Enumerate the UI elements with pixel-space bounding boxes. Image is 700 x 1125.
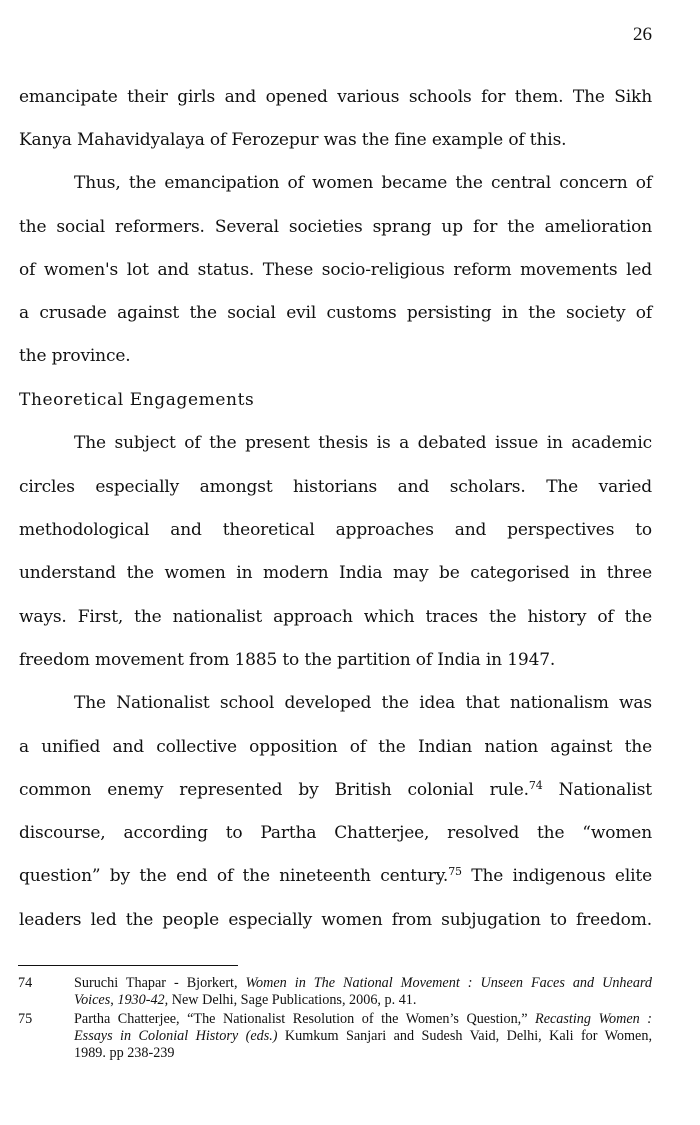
footnote-line [74, 1028, 652, 1045]
body-line: of women's lot and status. These socio-religious reform movements led [19, 260, 652, 280]
footnote-publication: Kumkum Sanjari and Sudesh Vaid, Delhi, Kali for Women, [277, 1028, 652, 1044]
footnote-sep: , [110, 992, 118, 1008]
footnote-title: Voices [74, 992, 111, 1008]
body-line: Thus, the emancipation of women became the central concern of [74, 173, 652, 193]
line-text: common enemy represented by British colonial rule. [19, 780, 529, 800]
footnote-ref-75[interactable]: 75 [448, 865, 462, 878]
line-text: Nationalist [558, 780, 652, 800]
footnote-number: 74 [18, 975, 33, 991]
body-line: a crusade against the social evil customs persisting in the society of [19, 303, 652, 323]
footnote-line [74, 1011, 652, 1028]
body-line: methodological and theoretical approaches and perspectives to [19, 520, 652, 540]
body-line: a unified and collective opposition of the Indian nation against the [19, 737, 652, 757]
body-line: The subject of the present thesis is a debated issue in academic [74, 433, 652, 453]
footnote-line [74, 975, 652, 992]
line-text: question” by the end of the nineteenth century. [19, 866, 449, 886]
body-line: the social reformers. Several societies sprang up for the amelioration [19, 217, 652, 237]
body-line: ways. First, the nationalist approach which traces the history of the [19, 607, 652, 627]
section-heading: Theoretical Engagements [19, 390, 255, 410]
footnote-author: Suruchi Thapar - Bjorkert, [74, 975, 246, 991]
body-line: the province. [19, 346, 131, 366]
footnote-line [74, 992, 652, 1009]
body-line: discourse, according to Partha Chatterjee, resolved the “women [19, 823, 652, 843]
footnote-line [74, 1045, 652, 1062]
body-line: leaders led the people especially women from subjugation to freedom. [19, 910, 652, 930]
body-line: understand the women in modern India may be categorised in three [19, 563, 652, 583]
footnote-separator [18, 965, 238, 966]
footnote-title: Women in The National Movement : Unseen Faces and Unheard [245, 975, 652, 991]
page-number: 26 [633, 24, 652, 45]
footnote-title: Recasting Women : [535, 1011, 652, 1027]
body-line: The Nationalist school developed the idea that nationalism was [74, 693, 652, 713]
body-line-with-footnote-ref [19, 863, 652, 889]
footnote-74 [18, 975, 652, 1009]
footnote-ref-74[interactable]: 74 [528, 779, 543, 792]
body-line-with-footnote-ref [19, 777, 652, 803]
body-line: circles especially amongst historians and scholars. The varied [19, 477, 652, 497]
footnote-75 [18, 1011, 652, 1062]
footnote-publication: New Delhi, Sage Publications, 2006, p. 41. [168, 992, 417, 1008]
footnote-number: 75 [18, 1011, 33, 1027]
footnote-title: Essays in Colonial History (eds.) [74, 1028, 278, 1044]
body-line: Kanya Mahavidyalaya of Ferozepur was the fine example of this. [19, 130, 567, 150]
body-line: freedom movement from 1885 to the partition of India in 1947. [19, 650, 556, 670]
footnote-years: 1930-42, [117, 992, 169, 1008]
footnote-pages: 1989. pp 238-239 [74, 1045, 175, 1061]
footnote-author: Partha Chatterjee, “The Nationalist Resolution of the Women’s Question,” [74, 1011, 536, 1027]
line-text: The indigenous elite [471, 866, 652, 886]
body-line: emancipate their girls and opened various schools for them. The Sikh [19, 87, 652, 107]
